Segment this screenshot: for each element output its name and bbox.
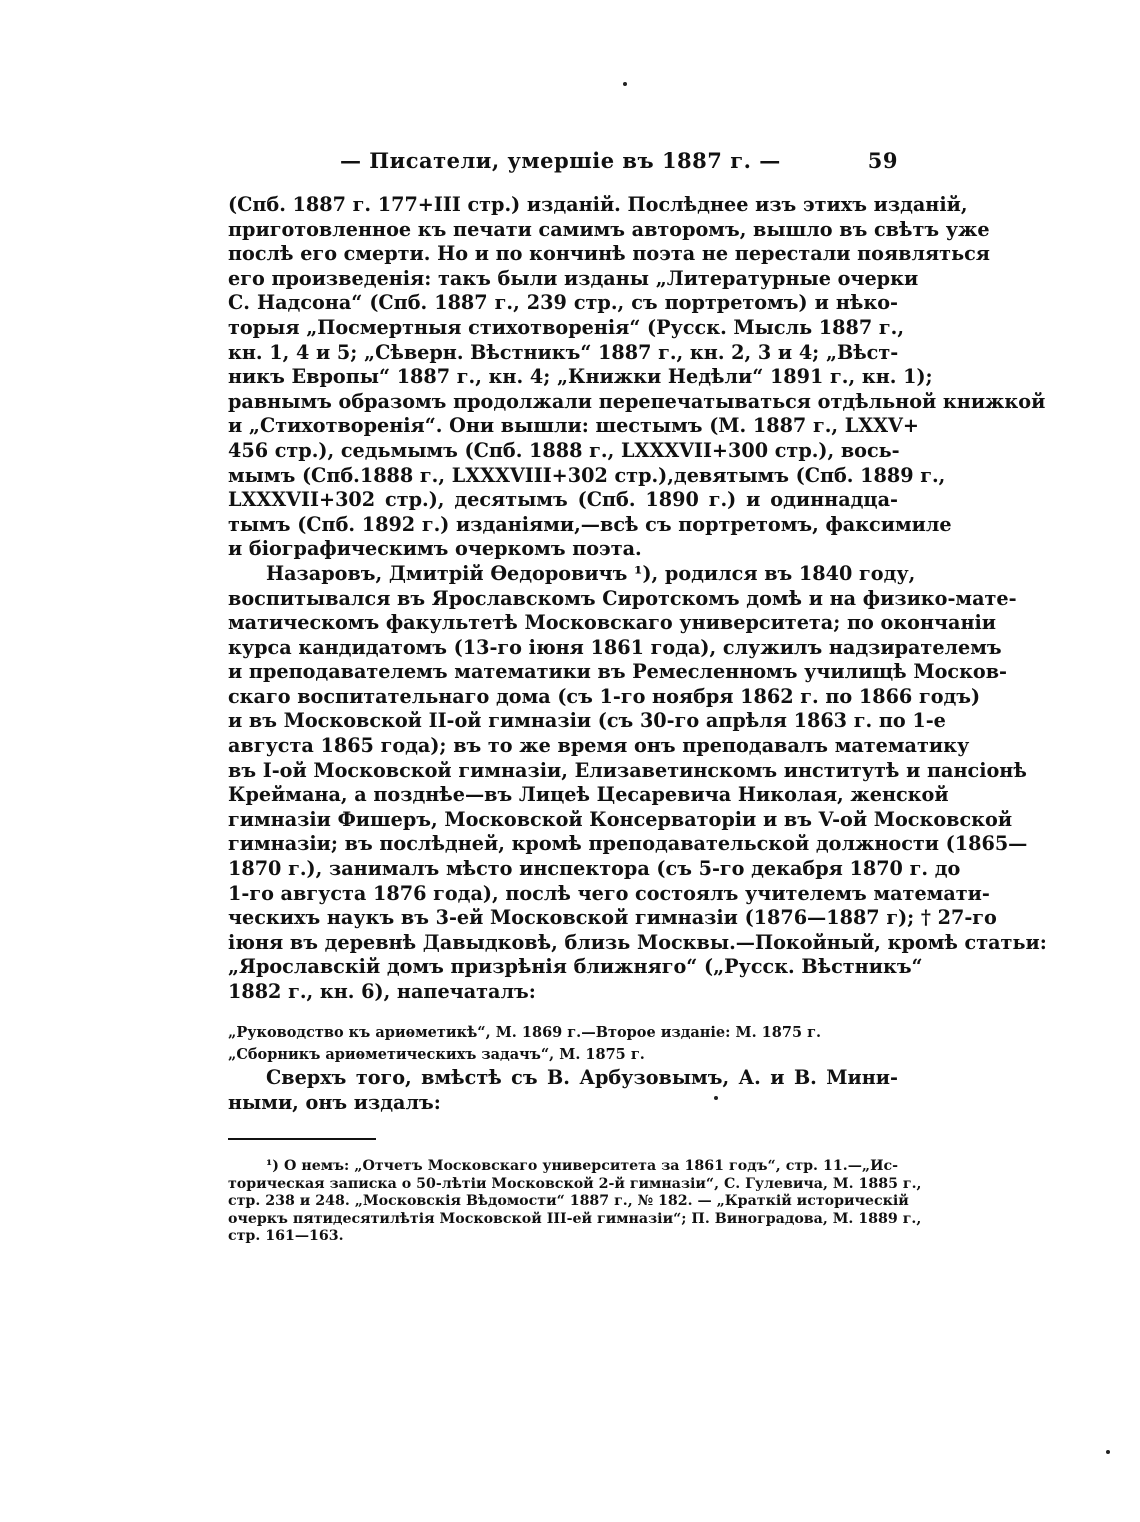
footnote-line: очеркъ пятидесятилѣтія Московской III-ей гимназіи“; П. Виноградова, М. 1889 г., [228, 1210, 922, 1227]
text-line: торыя „Посмертныя стихотворенія“ (Русск. Мысль 1887 г., [228, 315, 905, 339]
footnote-line: торическая записка о 50-лѣтіи Московской 2-й гимназіи“, С. Гулевича, М. 1885 г., [228, 1175, 922, 1192]
text-line: курса кандидатомъ (13-го іюня 1861 года), служилъ надзирателемъ [228, 635, 1002, 659]
text-line: мымъ (Спб.1888 г., LXXXVIII+302 стр.),девятымъ (Спб. 1889 г., [228, 463, 946, 487]
text-line: его произведенія: такъ были изданы „Литературные очерки [228, 266, 919, 290]
closing-text [228, 1066, 898, 1115]
text-line: ческихъ наукъ въ 3-ей Московской гимназіи (1876—1887 г); † 27-го [228, 906, 997, 930]
text-line: іюня въ деревнѣ Давыдковѣ, близь Москвы.—Покойный, кромѣ статьи: [228, 930, 1047, 954]
footnote-line: стр. 161—163. [228, 1228, 344, 1244]
text-line: Креймана, а позднѣе—въ Лицеѣ Цесаревича Николая, женской [228, 783, 949, 807]
running-header [228, 148, 898, 180]
footnote-line: ¹) О немъ: „Отчетъ Московскаго университета за 1861 годъ“, стр. 11.—„Ис- [266, 1158, 898, 1174]
text-line: августа 1865 года); въ то же время онъ преподавалъ математику [228, 734, 970, 758]
scan-speck [623, 82, 627, 86]
scan-speck [714, 1096, 718, 1100]
text-line: Сверхъ того, вмѣстѣ съ В. Арбузовымъ, А. и В. Мини- [266, 1066, 898, 1089]
text-line: тымъ (Спб. 1892 г.) изданіями,—всѣ съ портретомъ, факсимиле [228, 512, 952, 536]
text-line: „Ярославскій домъ призрѣнія ближняго“ („Русск. Вѣстникъ“ [228, 955, 923, 979]
bibliography-item: „Руководство къ ариѳметикѣ“, М. 1869 г.—Второе изданіе: М. 1875 г. [228, 1024, 822, 1041]
text-line: С. Надсона“ (Спб. 1887 г., 239 стр., съ портретомъ) и нѣко- [228, 291, 898, 315]
text-line: и біографическимъ очеркомъ поэта. [228, 537, 642, 561]
footnote [228, 1158, 922, 1246]
main-text [228, 193, 1047, 1005]
text-line: воспитывался въ Ярославскомъ Сиротскомъ домѣ и на физико-мате- [228, 586, 1017, 610]
text-line: приготовленное къ печати самимъ авторомъ, вышло въ свѣтъ уже [228, 217, 990, 241]
footnote-rule [228, 1138, 376, 1140]
text-line: въ I-ой Московской гимназіи, Елизаветинскомъ институтѣ и пансіонѣ [228, 758, 1027, 782]
bibliography-list [228, 1022, 898, 1066]
text-line: матическомъ факультетѣ Московскаго университета; по окончаніи [228, 611, 997, 635]
text-line: гимназіи Фишеръ, Московской Консерваторіи и въ V-ой Московской [228, 807, 1013, 831]
text-line: кн. 1, 4 и 5; „Сѣверн. Вѣстникъ“ 1887 г., кн. 2, 3 и 4; „Вѣст- [228, 340, 899, 364]
entry-heading-line: Назаровъ, Дмитрій Ѳедоровичъ ¹), родился въ 1840 году, [266, 561, 916, 585]
text-line: 1870 г.), занималъ мѣсто инспектора (съ 5-го декабря 1870 г. до [228, 857, 961, 881]
text-line: и въ Московской II-ой гимназіи (съ 30-го апрѣля 1863 г. по 1-е [228, 709, 946, 733]
text-line: 1882 г., кн. 6), напечаталъ: [228, 980, 536, 1003]
footnote-line: стр. 238 и 248. „Московскія Вѣдомости“ 1887 г., № 182. — „Краткій историческій [228, 1193, 909, 1209]
bibliography-item: „Сборникъ ариѳметическихъ задачъ“, М. 1875 г. [228, 1046, 645, 1063]
text-line: гимназіи; въ послѣдней, кромѣ преподавательской должности (1865— [228, 832, 1028, 856]
text-line: ными, онъ издалъ: [228, 1090, 441, 1114]
page-number: 59 [867, 148, 898, 173]
text-line: 456 стр.), седьмымъ (Спб. 1888 г., LXXXVII+300 стр.), вось- [228, 438, 900, 462]
text-line: никъ Европы“ 1887 г., кн. 4; „Книжки Недѣли“ 1891 г., кн. 1); [228, 365, 933, 389]
text-line: 1-го августа 1876 года), послѣ чего состоялъ учителемъ математи- [228, 881, 990, 905]
running-title: — Писатели, умершіе въ 1887 г. — [340, 148, 781, 173]
text-line: (Спб. 1887 г. 177+III стр.) изданій. Послѣднее изъ этихъ изданій, [228, 193, 968, 216]
scan-speck [1106, 1450, 1110, 1454]
text-line: и преподавателемъ математики въ Ремесленномъ училищѣ Москов- [228, 660, 1008, 684]
text-line: и „Стихотворенія“. Они вышли: шестымъ (М. 1887 г., LXXV+ [228, 414, 919, 438]
text-line: скаго воспитательнаго дома (съ 1-го ноября 1862 г. по 1866 годъ) [228, 684, 981, 708]
text-line: послѣ его смерти. Но и по кончинѣ поэта не перестали появляться [228, 242, 990, 266]
text-line: LXXXVII+302 стр.), десятымъ (Спб. 1890 г.) и одиннадца- [228, 488, 898, 512]
text-line: равнымъ образомъ продолжали перепечатываться отдѣльной книжкой [228, 389, 1046, 413]
